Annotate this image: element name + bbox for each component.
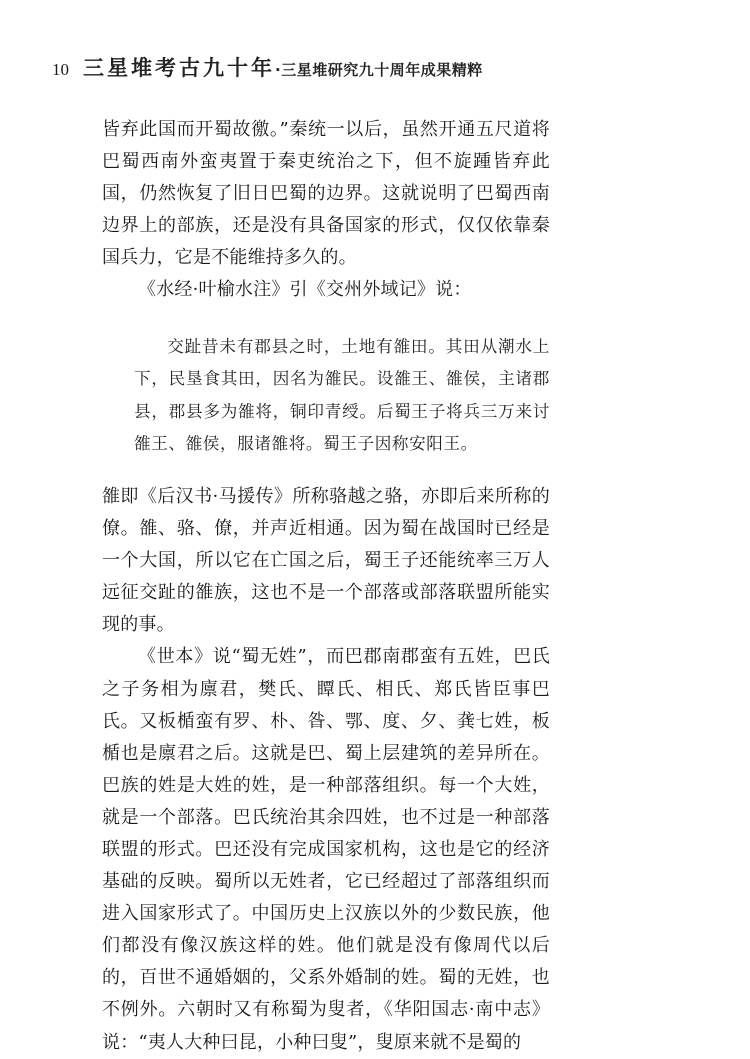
main-text bbox=[102, 114, 550, 1059]
page-number: 10 bbox=[52, 60, 69, 79]
running-header bbox=[52, 52, 483, 86]
paragraph-1: 皆弃此国而开蜀故徼。”秦统一以后，虽然开通五尺道将巴蜀西南外蛮夷置于秦吏统治之下，但不旋踵皆弃此国，仍然恢复了旧日巴蜀的边界。这就说明了巴蜀西南边界上的部族，还是没有具备国家的形式，仅仅依靠秦国兵力，它是不能维持多久的。 bbox=[102, 119, 550, 269]
quote-text: 交趾昔未有郡县之时，土地有雒田。其田从潮水上下，民垦食其田，因名为雒民。设雒王、雒侯，主诸郡县，郡县多为雒将，铜印青绶。后蜀王子将兵三万来讨雒王、雒侯，服诸雒将。蜀王子因称安阳王。 bbox=[134, 336, 550, 454]
book-title: 三星堆考古九十年 bbox=[83, 56, 275, 80]
paragraph-2: 《水经·叶榆水注》引《交州外域记》说： bbox=[138, 279, 472, 301]
paragraph-3: 雒即《后汉书·马援传》所称骆越之骆，亦即后来所称的僚。雒、骆、僚，并声近相通。因为蜀在战国时已经是一个大国，所以它在亡国之后，蜀王子还能统率三万人远征交趾的雒族，这也不是一个部落或部落联盟所能实现的事。 bbox=[102, 485, 550, 636]
header-separator: · bbox=[275, 61, 282, 79]
book-subtitle: 三星堆研究九十周年成果精粹 bbox=[281, 61, 483, 79]
block-quote bbox=[102, 331, 550, 461]
paragraph-4: 《世本》说“蜀无姓”，而巴郡南郡蛮有五姓，巴氏之子务相为廪君，樊氏、瞫氏、相氏、郑氏皆臣事巴氏。又板楯蛮有罗、朴、昝、鄂、度、夕、龚七姓，板楯也是廪君之后。这就是巴、蜀上层建筑的差异所在。巴族的姓是大姓的姓，是一种部落组织。每一个大姓，就是一个部落。巴氏统治其余四姓，也不过是一种部落联盟的形式。巴还没有完成国家机构，这也是它的经济基础的反映。蜀所以无姓者，它已经超过了部落组织而进入国家形式了。中国历史上汉族以外的少数民族，他们都没有像汉族这样的姓。他们就是没有像周代以后的，百世不通婚姻的，父系外婚制的姓。蜀的无姓，也不例外。六朝时又有称蜀为叟者，《华阳国志·南中志》说：“夷人大种曰昆，小种曰叟”，叟原来就不是蜀的 bbox=[102, 646, 550, 1053]
